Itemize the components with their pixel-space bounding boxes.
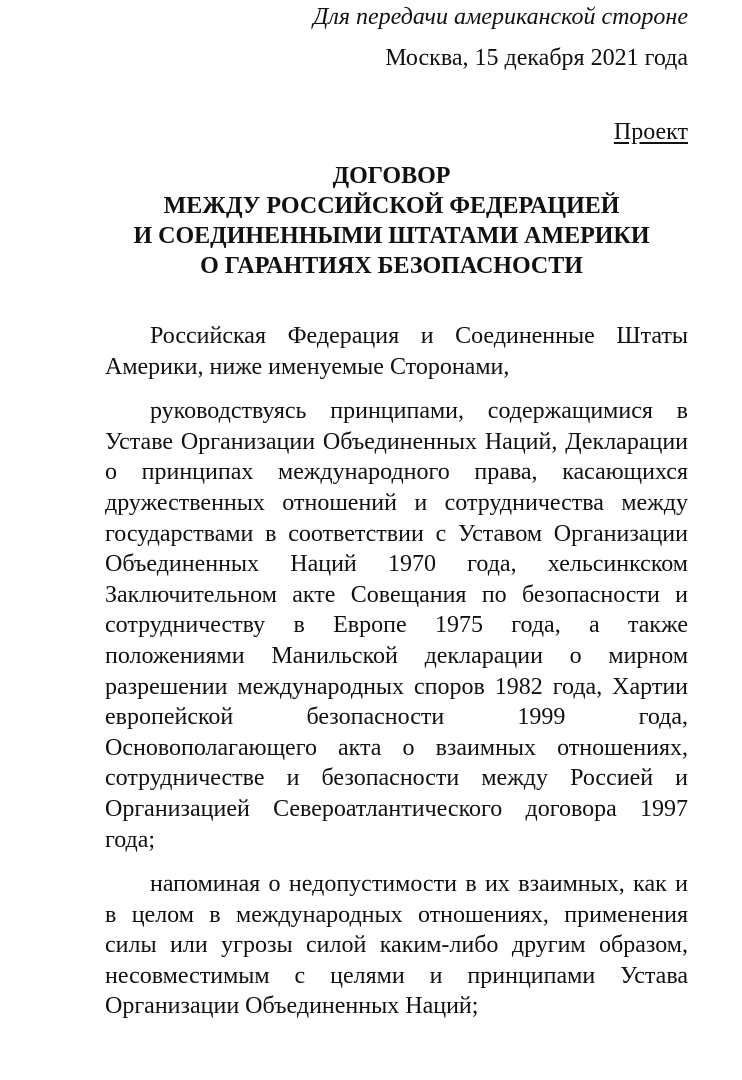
document-body [105, 321, 688, 1022]
transmittal-note: Для передачи американской стороне [313, 4, 688, 30]
draft-label-text: Проект [613, 119, 688, 145]
paragraph-principles: руководствуясь принципами, содержащимися в Уставе Организации Объединенных Наций, Декларации о принципах международного права, касающихся дружественных отношений и сотрудничества между государствами в соответствии с Уставом Организации Объединенных Наций 1970 года, хельсинкском Заключительном акте Совещания по безопасности и сотрудничеству в Европе 1975 года, а также положениями Манильской декларации о мирном разрешении международных споров 1982 года, Хартии европейской безопасности 1999 года, Основополагающего акта о взаимных отношениях, сотрудничестве и безопасности между Россией и Организацией Североатлантического договора 1997 года; [105, 398, 688, 853]
title-line: И СОЕДИНЕННЫМИ ШТАТАМИ АМЕРИКИ [133, 223, 650, 249]
draft-label [105, 115, 688, 149]
title-line: О ГАРАНТИЯХ БЕЗОПАСНОСТИ [200, 253, 583, 279]
paragraph-parties: Российская Федерация и Соединенные Штаты Америки, ниже именуемые Сторонами, [105, 323, 688, 380]
place-date-line: Москва, 15 декабря 2021 года [385, 45, 688, 71]
treaty-title [95, 161, 688, 281]
title-line: МЕЖДУ РОССИЙСКОЙ ФЕДЕРАЦИЕЙ [163, 193, 620, 219]
paragraph-non-use-of-force: напоминая о недопустимости в их взаимных, как и в целом в международных отношениях, применения силы или угрозы силой каким-либо другим образом, несовместимым с целями и принципами Устава Организации Объединенных Наций; [105, 871, 688, 1020]
document-page [105, 0, 688, 1036]
title-line: ДОГОВОР [332, 163, 451, 189]
